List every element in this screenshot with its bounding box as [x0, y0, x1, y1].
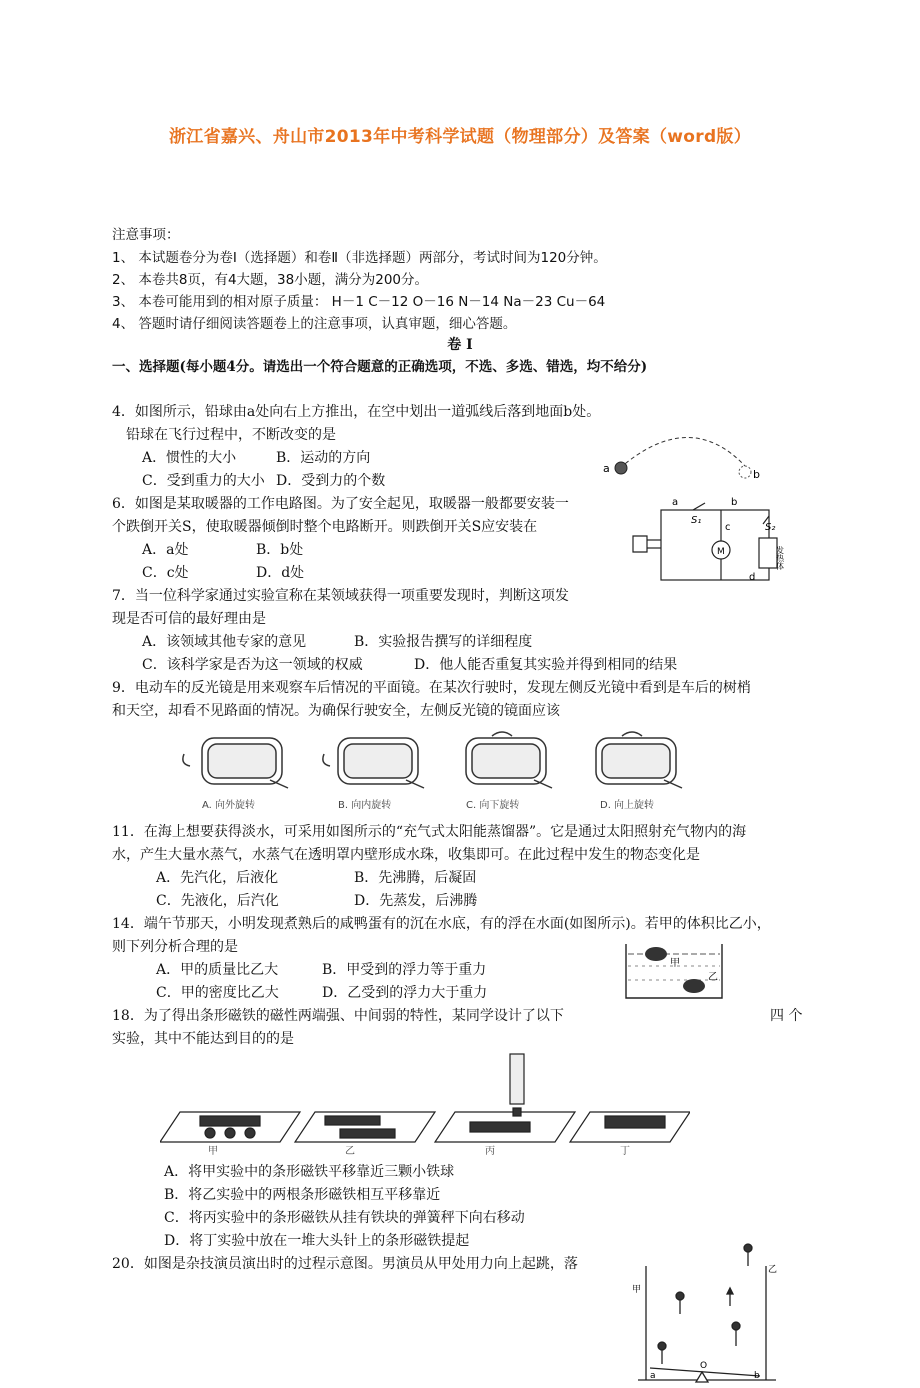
- q4-stem-line1: 4．如图所示，铅球由a处向右上方推出，在空中划出一道弧线后落到地面b处。: [112, 404, 601, 420]
- note-item-3: 3、 本卷可能用到的相对原子质量： H－1 C－12 O－16 N－14 Na－23 Cu－64: [112, 294, 606, 310]
- mirror-d-icon: [596, 732, 682, 788]
- q4-fig-label-a: a: [603, 462, 610, 475]
- q6-option-c: C．c处: [142, 565, 189, 581]
- q11-option-c: C．先液化，后汽化: [156, 893, 279, 909]
- q9-caption-a: A. 向外旋转: [202, 800, 256, 811]
- q4-option-a: A．惯性的大小: [142, 450, 237, 466]
- q11-stem-line2: 水，产生大量水蒸气，水蒸气在透明罩内壁形成水珠，收集即可。在此过程中发生的物态变化是: [112, 847, 700, 863]
- q14-fig-yi: 乙: [708, 972, 718, 983]
- q18-stem-line2: 实验，其中不能达到目的的是: [112, 1031, 294, 1047]
- q6-fig-s2: S₂: [765, 522, 776, 533]
- q6-fig-d: d: [749, 572, 756, 583]
- q9-stem-line2: 和天空，却看不见路面的情况。为确保行驶安全，左侧反光镜的镜面应该: [112, 703, 560, 719]
- notes-heading: 注意事项：: [112, 227, 180, 243]
- mirror-b-icon: [323, 738, 424, 788]
- mirror-a-icon: [183, 738, 288, 788]
- q14-option-c: C．甲的密度比乙大: [156, 985, 279, 1001]
- q14-option-b: B．甲受到的浮力等于重力: [322, 962, 487, 978]
- q14-stem-line2: 则下列分析合理的是: [112, 939, 238, 955]
- q14-fig-jia: 甲: [670, 958, 680, 969]
- q18-caption-yi: 乙: [345, 1146, 355, 1157]
- q18-caption-jia: 甲: [208, 1146, 218, 1157]
- q20-acrobat-figure: [630, 1236, 780, 1384]
- egg-jia-icon: [645, 947, 667, 961]
- q11-option-b: B．先沸腾，后凝固: [354, 870, 477, 886]
- acrobat-icon: [658, 1244, 752, 1364]
- q11-option-a: A．先汽化，后液化: [156, 870, 279, 886]
- note-item-2: 2、 本卷共8页，有4大题，38小题，满分为200分。: [112, 272, 429, 288]
- q18-option-a: A．将甲实验中的条形磁铁平移靠近三颗小铁球: [164, 1164, 455, 1180]
- shot-ball-icon: [615, 462, 627, 474]
- spring-scale-icon: [510, 1054, 524, 1104]
- q6-fig-b: b: [731, 497, 738, 508]
- q20-stem-line1: 20．如图是杂技演员演出时的过程示意图。男演员从甲处用力向上起跳，落: [112, 1256, 578, 1272]
- q6-stem-line2: 个跌倒开关S，使取暖器倾倒时整个电路断开。则跌倒开关S应安装在: [112, 519, 538, 535]
- q18-caption-bing: 丙: [485, 1146, 495, 1157]
- q18-stem-line1b: 四 个: [770, 1008, 803, 1024]
- q4-option-c: C．受到重力的大小: [142, 473, 265, 489]
- q9-caption-d: D. 向上旋转: [600, 800, 655, 811]
- q9-mirror-figures: [180, 728, 700, 818]
- q11-option-d: D．先蒸发，后沸腾: [354, 893, 478, 909]
- q20-fig-a: a: [650, 1371, 656, 1381]
- q11-stem-line1: 11．在海上想要获得淡水，可采用如图所示的“充气式太阳能蒸馏器”。它是通过太阳照射充气物内的海: [112, 824, 747, 840]
- q6-option-a: A．a处: [142, 542, 189, 558]
- q14-eggs-figure: [622, 940, 728, 1002]
- q7-stem-line1: 7．当一位科学家通过实验宣称在某领域获得一项重要发现时，判断这项发: [112, 588, 569, 604]
- q14-option-d: D．乙受到的浮力大于重力: [322, 985, 488, 1001]
- q7-stem-line2: 现是否可信的最好理由是: [112, 611, 266, 627]
- q6-circuit-diagram: [625, 494, 790, 586]
- q4-stem-line2: 铅球在飞行过程中，不断改变的是: [126, 427, 336, 443]
- heater-icon: [759, 538, 777, 568]
- document-title: 浙江省嘉兴、舟山市2013年中考科学试题（物理部分）及答案（word版）: [168, 127, 752, 147]
- q4-fig-label-b: b: [753, 468, 760, 481]
- q18-stem-line1: 18．为了得出条形磁铁的磁性两端强、中间弱的特性，某同学设计了以下: [112, 1008, 564, 1024]
- q9-stem-line1: 9．电动车的反光镜是用来观察车后情况的平面镜。在某次行驶时，发现左侧反光镜中看到是车后的树梢: [112, 680, 751, 696]
- q4-option-d: D．受到力的个数: [276, 473, 386, 489]
- q4-shot-put-figure: [600, 418, 780, 488]
- q9-caption-c: C. 向下旋转: [466, 800, 520, 811]
- mirror-c-icon: [466, 732, 552, 788]
- q6-fig-m: M: [717, 547, 725, 557]
- section-heading: 一、选择题(每小题4分。请选出一个符合题意的正确选项，不选、多选、错选，均不给分): [112, 359, 648, 375]
- q7-option-d: D．他人能否重复其实验并得到相同的结果: [414, 657, 678, 673]
- note-item-4: 4、 答题时请仔细阅读答题卷上的注意事项，认真审题，细心答题。: [112, 316, 517, 332]
- q6-fig-c: c: [725, 522, 731, 533]
- q18-option-b: B．将乙实验中的两根条形磁铁相互平移靠近: [164, 1187, 441, 1203]
- q7-option-a: A．该领域其他专家的意见: [142, 634, 307, 650]
- q18-caption-ding: 丁: [620, 1146, 630, 1157]
- q9-caption-b: B. 向内旋转: [338, 800, 392, 811]
- note-item-1: 1、 本试题卷分为卷Ⅰ（选择题）和卷Ⅱ（非选择题）两部分，考试时间为120分钟。: [112, 250, 607, 266]
- q6-stem-line1: 6．如图是某取暖器的工作电路图。为了安全起见，取暖器一般都要安装一: [112, 496, 569, 512]
- plug-icon: [633, 536, 647, 552]
- q18-option-c: C．将丙实验中的条形磁铁从挂有铁块的弹簧秤下向右移动: [164, 1210, 525, 1226]
- q7-option-c: C．该科学家是否为这一领域的权威: [142, 657, 363, 673]
- egg-yi-icon: [683, 979, 705, 993]
- volume-heading: 卷 I: [447, 337, 473, 353]
- q7-option-b: B．实验报告撰写的详细程度: [354, 634, 533, 650]
- q6-option-d: D．d处: [256, 565, 305, 581]
- q4-option-b: B．运动的方向: [276, 450, 371, 466]
- q6-fig-a: a: [672, 497, 679, 508]
- q14-option-a: A．甲的质量比乙大: [156, 962, 279, 978]
- q20-fig-jia: 甲: [632, 1285, 642, 1295]
- q18-option-d: D．将丁实验中放在一堆大头针上的条形磁铁提起: [164, 1233, 470, 1249]
- q6-option-b: B．b处: [256, 542, 304, 558]
- q20-fig-b: b: [754, 1371, 760, 1381]
- q20-fig-yi: 乙: [768, 1265, 778, 1275]
- q20-fig-o: O: [700, 1361, 708, 1371]
- q6-fig-s1: S₁: [691, 515, 702, 526]
- q14-stem-line1: 14．端午节那天，小明发现煮熟后的咸鸭蛋有的沉在水底，有的浮在水面(如图所示)。若甲的体积比乙小，: [112, 916, 771, 932]
- q18-magnet-experiments: [160, 1050, 690, 1158]
- q6-fig-heater: 发热体: [775, 546, 785, 570]
